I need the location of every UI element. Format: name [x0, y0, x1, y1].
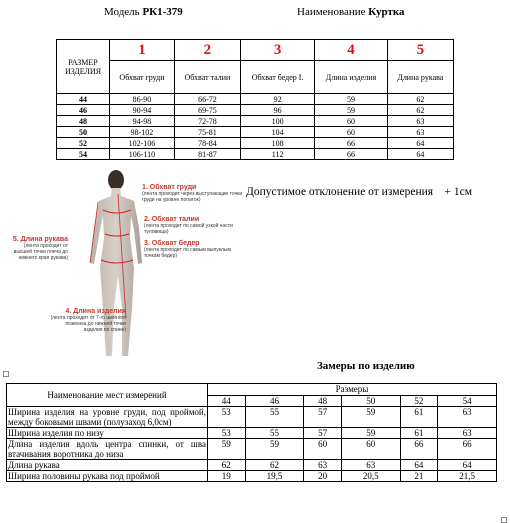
measure-row — [7, 460, 497, 471]
size-row — [57, 116, 454, 127]
measure-value: 20,5 — [341, 471, 400, 482]
measure-value: 53 — [208, 428, 246, 439]
table-resize-icon — [501, 517, 507, 523]
table-anchor-icon — [3, 371, 9, 377]
tolerance-text: Допустимое отклонение от измерения — [246, 186, 434, 198]
model-code: РК1-379 — [142, 6, 183, 18]
value-cell: 63 — [387, 116, 453, 127]
measure-row — [7, 407, 497, 428]
value-cell: 66 — [315, 138, 387, 149]
value-cell: 86-90 — [110, 94, 175, 105]
measure-value: 63 — [304, 460, 342, 471]
value-cell: 96 — [240, 105, 314, 116]
measure-title: Замеры по изделию — [317, 360, 415, 372]
label-hips — [144, 240, 244, 259]
measure-row — [7, 428, 497, 439]
measure-table — [6, 383, 497, 482]
size-row — [57, 94, 454, 105]
label-waist — [144, 216, 244, 235]
measure-value: 59 — [341, 407, 400, 428]
col-label: Длина рукава — [387, 61, 453, 94]
value-cell: 59 — [315, 94, 387, 105]
label-title: 5. Длина рукава — [12, 236, 68, 243]
sizes-header: Размеры — [208, 384, 497, 396]
col-number: 4 — [315, 40, 387, 61]
name-line — [297, 6, 405, 18]
size-cell: 54 — [57, 149, 110, 160]
col-label: Обхват талии — [174, 61, 240, 94]
value-cell: 100 — [240, 116, 314, 127]
value-cell: 64 — [387, 138, 453, 149]
label-sub: (лента проходит от 7-го шейного позвонка до нижней точки изделия по спине) — [50, 315, 126, 333]
value-cell: 75-81 — [174, 127, 240, 138]
size-col-header: 46 — [245, 395, 304, 407]
size-chart-table — [56, 39, 454, 160]
label-title: 4. Длина изделия — [65, 308, 126, 315]
value-cell: 69-75 — [174, 105, 240, 116]
size-row — [57, 138, 454, 149]
value-cell: 104 — [240, 127, 314, 138]
measure-value: 55 — [245, 428, 304, 439]
measure-value: 62 — [208, 460, 246, 471]
tolerance-note — [246, 186, 472, 198]
measure-name: Ширина изделия на уровне груди, под проймой, между боковыми швами (полузаход 6,0см) — [8, 407, 206, 427]
label-chest — [142, 184, 252, 203]
size-header: РАЗМЕР ИЗДЕЛИЯ — [57, 40, 110, 94]
measure-value: 21 — [400, 471, 438, 482]
col-number: 1 — [110, 40, 175, 61]
measure-value: 64 — [438, 460, 497, 471]
name-label: Наименование — [297, 6, 366, 18]
measure-value: 60 — [304, 439, 342, 460]
value-cell: 66-72 — [174, 94, 240, 105]
measure-value: 19 — [208, 471, 246, 482]
col-label: Обхват груди — [110, 61, 175, 94]
value-cell: 102-106 — [110, 138, 175, 149]
value-cell: 64 — [387, 149, 453, 160]
col-label: Длина изделия — [315, 61, 387, 94]
col-number: 3 — [240, 40, 314, 61]
measure-value: 53 — [208, 407, 246, 428]
measure-name: Ширина половины рукава под проймой — [7, 471, 208, 482]
value-cell: 63 — [387, 127, 453, 138]
woman-silhouette-icon — [76, 168, 151, 363]
measure-value: 57 — [304, 428, 342, 439]
col-number: 5 — [387, 40, 453, 61]
value-cell: 60 — [315, 116, 387, 127]
measure-value: 66 — [400, 439, 438, 460]
value-cell: 94-98 — [110, 116, 175, 127]
size-cell: 52 — [57, 138, 110, 149]
value-cell: 98-102 — [110, 127, 175, 138]
size-cell: 44 — [57, 94, 110, 105]
value-cell: 66 — [315, 149, 387, 160]
measure-value: 21,5 — [438, 471, 497, 482]
size-row — [57, 105, 454, 116]
measure-value: 55 — [245, 407, 304, 428]
measure-value: 20 — [304, 471, 342, 482]
measure-value: 63 — [438, 428, 497, 439]
measure-row — [7, 439, 497, 460]
measure-value: 59 — [245, 439, 304, 460]
size-row — [57, 127, 454, 138]
label-length — [46, 308, 126, 333]
value-cell: 59 — [315, 105, 387, 116]
measure-name: Длина изделия вдоль центра спинки, от шва втачивания воротника до низа — [8, 439, 206, 459]
measure-value: 63 — [438, 407, 497, 428]
size-col-header: 48 — [304, 395, 342, 407]
value-cell: 112 — [240, 149, 314, 160]
label-sub: (лента проходит от высшей точки плеча до нижнего края рукава) — [13, 243, 68, 261]
value-cell: 72-78 — [174, 116, 240, 127]
size-col-header: 44 — [208, 395, 246, 407]
col-label: Обхват бедер I. — [240, 61, 314, 94]
measure-value: 62 — [245, 460, 304, 471]
measure-value: 19,5 — [245, 471, 304, 482]
value-cell: 92 — [240, 94, 314, 105]
size-row — [57, 149, 454, 160]
value-cell: 106-110 — [110, 149, 175, 160]
measure-value: 66 — [438, 439, 497, 460]
size-col-header: 52 — [400, 395, 438, 407]
value-cell: 81-87 — [174, 149, 240, 160]
measure-value: 59 — [208, 439, 246, 460]
measure-name: Ширина изделия по низу — [7, 428, 208, 439]
model-label: Модель — [104, 6, 140, 18]
label-title: 1. Обхват груди — [142, 184, 197, 191]
tolerance-value: + 1см — [444, 186, 473, 198]
value-cell: 60 — [315, 127, 387, 138]
size-col-header: 54 — [438, 395, 497, 407]
label-title: 2. Обхват талии — [144, 216, 200, 223]
measure-row — [7, 471, 497, 482]
measurement-figure — [12, 170, 248, 360]
model-line — [104, 6, 183, 18]
value-cell: 62 — [387, 105, 453, 116]
label-title: 3. Обхват бедер — [144, 240, 200, 247]
measure-name: Длина рукава — [7, 460, 208, 471]
measure-value: 63 — [341, 460, 400, 471]
measure-col-header: Наименование мест измерений — [7, 384, 208, 407]
label-sub: (лента проходит по самым выпуклым точкам бедер) — [144, 247, 231, 259]
size-cell: 48 — [57, 116, 110, 127]
measure-value: 61 — [400, 407, 438, 428]
measure-value: 57 — [304, 407, 342, 428]
value-cell: 90-94 — [110, 105, 175, 116]
name-value: Куртка — [368, 6, 405, 18]
size-cell: 46 — [57, 105, 110, 116]
size-col-header: 50 — [341, 395, 400, 407]
col-number: 2 — [174, 40, 240, 61]
size-cell: 50 — [57, 127, 110, 138]
measure-value: 61 — [400, 428, 438, 439]
measure-value: 60 — [341, 439, 400, 460]
measure-value: 64 — [400, 460, 438, 471]
label-sub: (лента проходит по самой узкой части туловища) — [144, 223, 233, 235]
label-sleeve — [6, 236, 68, 261]
label-sub: (лента проходит через выступающие точки груди на уровне лопаток) — [142, 191, 243, 203]
value-cell: 78-84 — [174, 138, 240, 149]
value-cell: 108 — [240, 138, 314, 149]
value-cell: 62 — [387, 94, 453, 105]
measure-value: 59 — [341, 428, 400, 439]
